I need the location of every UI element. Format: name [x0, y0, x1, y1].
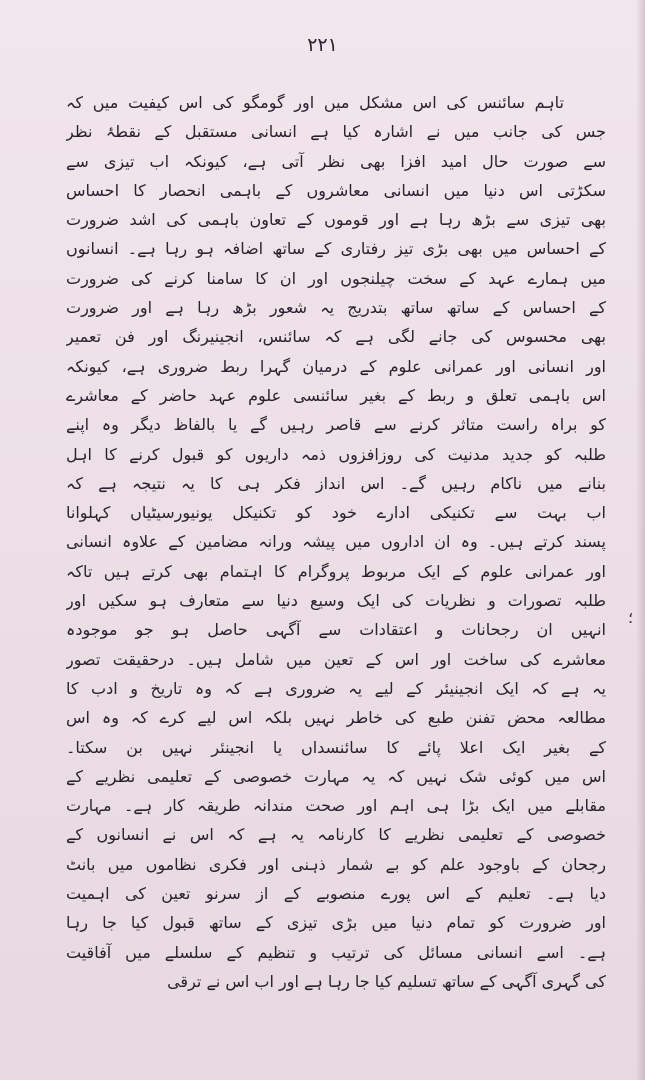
- text-line: اور انسانی اور عمرانی علوم کے درمیان گہرا ربط ضروری ہے، کیونکہ: [66, 356, 606, 376]
- text-line: اب بہت سے تکنیکی ادارے خود کو تکنیکل یونیورسیٹیاں کہلوانا: [66, 503, 606, 523]
- text-line: دیا ہے۔ تعلیم کے اس پورے منصوبے کے از سرنو تعین کی اہمیت: [66, 884, 606, 904]
- text-line: کے احساس میں بھی بڑی تیز رفتاری کے ساتھ اضافہ ہو رہا ہے۔ انسانوں: [66, 239, 606, 259]
- text-line: معاشرے کی ساخت اور اس کے تعین میں شامل ہیں۔ درحقیقت تصور: [66, 649, 606, 669]
- text-line: کے احساس کے ساتھ ساتھ بتدریج یہ شعور بڑھ رہا ہے اور ضرورت: [66, 298, 606, 318]
- text-line: جس کی جانب میں نے اشارہ کیا ہے انسانی مستقبل کے نقطۂ نظر: [66, 122, 606, 142]
- text-line: رجحان کے باوجود علم کو بے شمار ذہنی اور فکری نظاموں میں بانٹ: [66, 854, 606, 874]
- text-line: ہے۔ اسے انسانی مسائل کی ترتیب و تنظیم کے سلسلے میں آفاقیت: [66, 942, 606, 962]
- text-line: مطالعہ محض تفنن طبع کی خاطر نہیں بلکہ اس لیے کرے کہ وہ اس: [66, 708, 606, 728]
- text-line: کے بغیر ایک اعلا پائے کا سائنسداں یا انجینئر نہیں بن سکتا۔: [66, 737, 606, 757]
- text-line: اس باہمی تعلق و ربط کے بغیر سائنسی علوم عہد حاضر کے معاشرے: [66, 385, 606, 405]
- text-line: اور عمرانی علوم کے ایک مربوط پروگرام کا اہتمام بھی کرتے ہیں تاکہ: [66, 561, 606, 581]
- text-line: انہیں ان رجحانات و اعتقادات سے آگہی حاصل ہو جو موجودہ: [66, 620, 606, 640]
- text-line: کو براہ راست متاثر کرنے سے قاصر رہیں گے یا بالفاظ دیگر وہ اپنے: [66, 415, 606, 435]
- text-line: طلبہ کو جدید مدنیت کی روزافزوں ذمہ داریوں کو قبول کرنے کا اہل: [66, 444, 606, 464]
- text-line: اس میں کوئی شک نہیں کہ یہ مہارت خصوصی کے تعلیمی نظریے کے: [66, 766, 606, 786]
- urdu-body-text: [66, 88, 606, 996]
- page-number: ۲۲۱: [307, 34, 338, 56]
- text-line: بھی تیزی سے بڑھ رہا ہے اور قوموں کے تعاون باہمی کی اشد ضرورت: [66, 210, 606, 230]
- text-line: خصوصی کے تعلیمی نظریے کا کارنامہ یہ ہے کہ اس نے انسانوں کے: [66, 825, 606, 845]
- text-line: یہ ہے کہ ایک انجینیئر کے لیے یہ ضروری ہے کہ وہ تاریخ و ادب کا: [66, 678, 606, 698]
- text-line: سکڑتی اس دنیا میں انسانی معاشروں کے باہمی انحصار کا احساس: [66, 180, 606, 200]
- text-line: کی گہری آگہی کے ساتھ تسلیم کیا جا رہا ہے اور اب اس نے ترقی: [167, 971, 606, 991]
- text-line: اور ضرورت کو تمام دنیا میں بڑی تیزی کے ساتھ قبول کیا جا رہا: [66, 913, 606, 933]
- text-line: سے صورت حال امید افزا بھی نظر آتی ہے، کیونکہ اب تیزی سے: [66, 151, 606, 171]
- text-line: میں ہمارے عہد کے سخت چیلنجوں اور ان کا سامنا کرنے کی ضرورت: [66, 268, 606, 288]
- text-line: پسند کرتے ہیں۔ وہ ان اداروں میں پیشہ ورانہ مضامین کے علاوہ انسانی: [66, 532, 606, 552]
- margin-mark: ؛: [628, 608, 634, 627]
- text-line: بھی محسوس کی جانے لگی ہے کہ سائنس، انجینیرنگ اور فن تعمیر: [66, 327, 606, 347]
- text-line: بنانے میں ناکام رہیں گے۔ اس انداز فکر ہی کا یہ نتیجہ ہے کہ: [66, 473, 606, 493]
- page-edge-shadow: [636, 0, 645, 1080]
- text-line: مقابلے میں ایک بڑا ہی اہم اور صحت مندانہ طریقہ کار ہے۔ مہارت: [66, 796, 606, 816]
- text-line: تاہم سائنس کی اس مشکل میں اور گومگو کی اس کیفیت میں کہ: [66, 93, 564, 112]
- text-line: طلبہ تصورات و نظریات کی ایک وسیع دنیا سے متعارف ہو سکیں اور: [66, 591, 606, 611]
